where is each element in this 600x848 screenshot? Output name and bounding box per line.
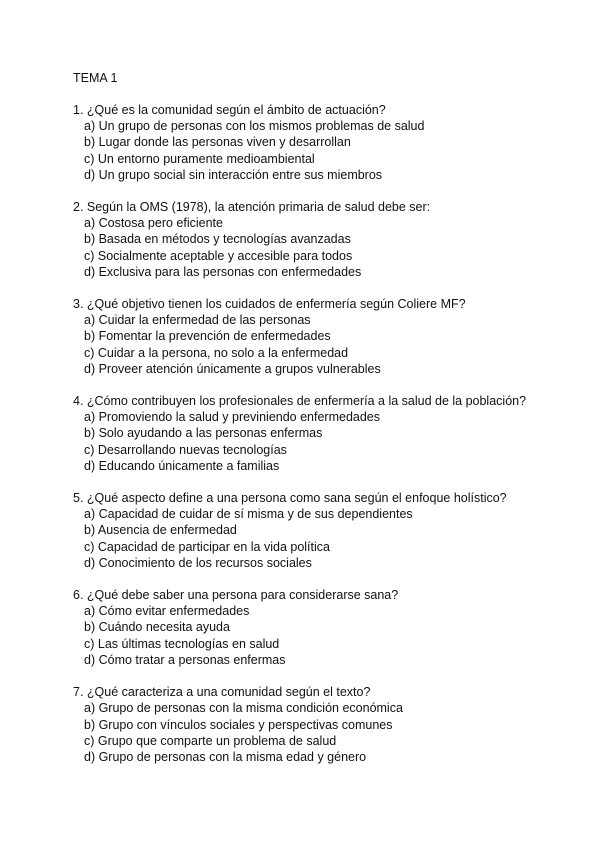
option-a: a) Promoviendo la salud y previniendo enfermedades (84, 410, 381, 425)
question-6 (73, 587, 573, 668)
question-text: 2. Según la OMS (1978), la atención primaria de salud debe ser: (73, 200, 431, 215)
option-b: b) Cuándo necesita ayuda (84, 620, 230, 635)
option-b: b) Lugar donde las personas viven y desarrollan (84, 135, 351, 150)
option-b: b) Grupo con vínculos sociales y perspectivas comunes (84, 717, 393, 732)
option-d: d) Cómo tratar a personas enfermas (84, 652, 286, 667)
option-a: a) Un grupo de personas con los mismos problemas de salud (84, 119, 425, 134)
option-c: c) Socialmente aceptable y accesible para todos (84, 248, 353, 263)
option-c: c) Las últimas tecnologías en salud (84, 636, 280, 651)
question-text: 7. ¿Qué caracteriza a una comunidad según el texto? (73, 685, 371, 700)
option-a: a) Cómo evitar enfermedades (84, 604, 250, 619)
question-2 (73, 199, 573, 280)
question-7 (73, 684, 573, 765)
option-a: a) Costosa pero eficiente (84, 216, 223, 231)
question-text: 4. ¿Cómo contribuyen los profesionales de enfermería a la salud de la población? (73, 394, 527, 409)
question-3 (73, 296, 573, 377)
option-c: c) Cuidar a la persona, no solo a la enfermedad (84, 345, 349, 360)
question-5 (73, 490, 573, 571)
option-b: b) Basada en métodos y tecnologías avanzadas (84, 232, 351, 247)
question-1 (73, 102, 573, 183)
question-4 (73, 393, 573, 474)
option-d: d) Un grupo social sin interacción entre sus miembros (84, 167, 383, 182)
option-c: c) Grupo que comparte un problema de salud (84, 733, 337, 748)
option-a: a) Grupo de personas con la misma condición económica (84, 701, 403, 716)
option-c: c) Desarrollando nuevas tecnologías (84, 442, 287, 457)
question-text: 1. ¿Qué es la comunidad según el ámbito de actuación? (73, 103, 386, 117)
option-c: c) Un entorno puramente medioambiental (84, 151, 315, 166)
option-a: a) Cuidar la enfermedad de las personas (84, 313, 311, 328)
page-heading: TEMA 1 (73, 71, 118, 85)
option-b: b) Ausencia de enfermedad (84, 523, 237, 538)
option-b: b) Fomentar la prevención de enfermedades (84, 329, 331, 344)
question-list (73, 102, 573, 781)
option-b: b) Solo ayudando a las personas enfermas (84, 426, 323, 441)
option-d: d) Exclusiva para las personas con enfermedades (84, 264, 362, 279)
option-d: d) Conocimiento de los recursos sociales (84, 555, 312, 570)
option-a: a) Capacidad de cuidar de sí misma y de sus dependientes (84, 507, 413, 522)
question-text: 3. ¿Qué objetivo tienen los cuidados de enfermería según Coliere MF? (73, 297, 466, 312)
option-d: d) Educando únicamente a familias (84, 458, 280, 473)
option-d: d) Proveer atención únicamente a grupos vulnerables (84, 361, 381, 376)
option-d: d) Grupo de personas con la misma edad y género (84, 749, 367, 764)
question-text: 5. ¿Qué aspecto define a una persona como sana según el enfoque holístico? (73, 491, 507, 506)
option-c: c) Capacidad de participar en la vida política (84, 539, 330, 554)
question-text: 6. ¿Qué debe saber una persona para considerarse sana? (73, 588, 399, 603)
